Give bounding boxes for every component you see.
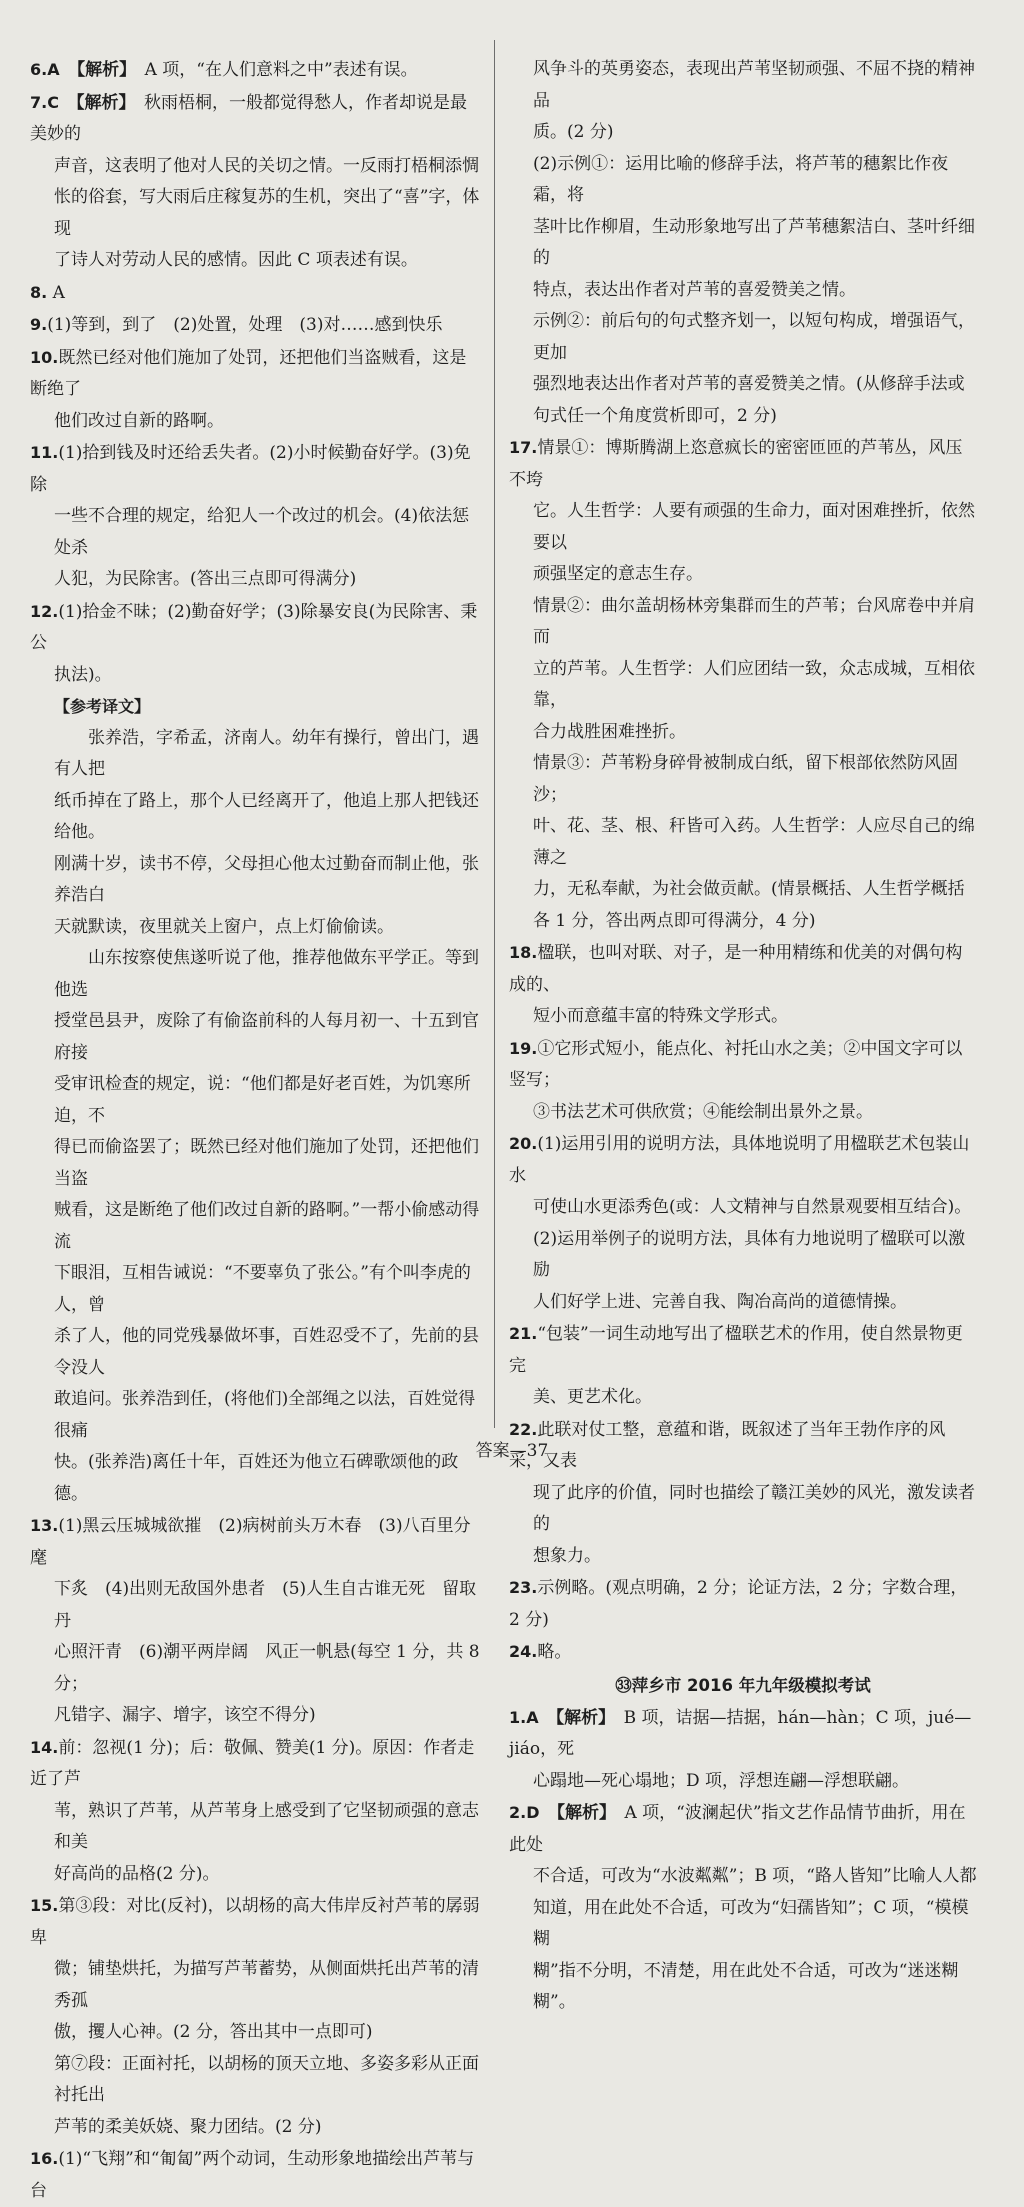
answer-11: 11.(1)拾到钱及时还给丢失者。(2)小时候勤奋好学。(3)免除 xyxy=(30,443,471,495)
answer-14-line: 苇，熟识了芦苇，从芦苇身上感受到了它坚韧顽强的意志和美 xyxy=(54,1800,479,1852)
answer-17-line: 顽强坚定的意志生存。 xyxy=(533,564,703,584)
answer-17-line: 情景②：曲尔盖胡杨林旁集群而生的芦苇；台风席卷中并肩而 xyxy=(533,595,975,647)
answer-20-line: 人们好学上进、完善自我、陶冶高尚的道德情操。 xyxy=(533,1291,907,1312)
exam-answer-2: 2.D 【解析】 A 项，“波澜起伏”指文艺作品情节曲折，用在此处 xyxy=(509,1803,966,1855)
answer-14: 14.前：忽视(1 分)；后：敬佩、赞美(1 分)。原因：作者走近了芦 xyxy=(30,1737,475,1789)
answer-15-line: 傲，攫人心神。(2 分，答出其中一点即可) xyxy=(54,2022,373,2042)
answer-13: 13.(1)黑云压城城欲摧 (2)病树前头万木春 (3)八百里分麾 xyxy=(30,1516,471,1568)
translation-line: 受审讯检查的规定，说：“他们都是好老百姓，为饥寒所迫，不 xyxy=(54,1074,471,1126)
translation-line: 刚满十岁，读书不停，父母担心他太过勤奋而制止他，张养浩白 xyxy=(54,853,479,905)
answer-10: 10.既然已经对他们施加了处罚，还把他们当盗贼看，这是断绝了 xyxy=(30,347,467,399)
answer-9: 9.(1)等到，到了 (2)处置，处理 (3)对……感到快乐 xyxy=(30,315,443,335)
answer-15-line: 微；铺垫烘托，为描写芦苇蓄势，从侧面烘托出芦苇的清秀孤 xyxy=(54,1959,479,2011)
answer-16-line: 质。(2 分) xyxy=(533,122,614,142)
answer-7-line: 怅的俗套，写大雨后庄稼复苏的生机，突出了“喜”字，体现 xyxy=(54,187,480,239)
answer-16-line: 句式任一个角度赏析即可，2 分) xyxy=(533,405,777,426)
answer-24: 24.略。 xyxy=(509,1642,572,1662)
answer-16-line: 茎叶比作柳眉，生动形象地写出了芦苇穗絮洁白、茎叶纤细的 xyxy=(533,216,975,268)
answer-17-line: 立的芦苇。人生哲学：人们应团结一致，众志成城，互相依靠， xyxy=(533,658,975,710)
translation-line: 下眼泪，互相告诫说：“不要辜负了张公。”有个叫李虎的人，曾 xyxy=(54,1263,471,1315)
answer-22: 22.此联对仗工整，意蕴和谐，既叙述了当年王勃作序的风采，又表 xyxy=(509,1419,946,1471)
answer-12: 12.(1)拾金不昧；(2)勤奋好学；(3)除暴安良(为民除害、秉公 xyxy=(30,601,478,653)
answer-23: 23.示例略。(观点明确，2 分；论证方法，2 分；字数合理，2 分) xyxy=(509,1578,968,1630)
translation-line: 天就默读，夜里就关上窗户，点上灯偷偷读。 xyxy=(54,916,394,937)
answer-14-line: 好高尚的品格(2 分)。 xyxy=(54,1863,220,1884)
answer-20-line: 可使山水更添秀色(或：人文精神与自然景观要相互结合)。 xyxy=(533,1197,972,1217)
answer-18: 18.楹联，也叫对联、对子，是一种用精练和优美的对偶句构成的、 xyxy=(509,943,963,995)
answer-16: 16.(1)“飞翔”和“匍匐”两个动词，生动形象地描绘出芦苇与台 xyxy=(30,2149,475,2201)
answer-20-line: (2)运用举例子的说明方法，具体有力地说明了楹联可以激励 xyxy=(533,1228,966,1280)
answer-20: 20.(1)运用引用的说明方法，具体地说明了用楹联艺术包装山水 xyxy=(509,1134,970,1186)
answer-22-line: 现了此序的价值，同时也描绘了赣江美妙的风光，激发读者的 xyxy=(533,1482,975,1534)
answer-19: 19.①它形式短小，能点化、衬托山水之美；②中国文字可以竖写； xyxy=(509,1038,963,1090)
reference-translation-heading: 【参考译文】 xyxy=(54,697,151,716)
answer-11-line: 人犯，为民除害。(答出三点即可得满分) xyxy=(54,569,357,589)
left-column xyxy=(30,54,482,2207)
answer-18-line: 短小而意蕴丰富的特殊文学形式。 xyxy=(533,1006,788,1026)
answer-7: 7.C 【解析】 秋雨梧桐，一般都觉得愁人，作者却说是最美妙的 xyxy=(30,92,467,144)
answer-19-line: ③书法艺术可供欣赏；④能绘制出景外之景。 xyxy=(533,1101,873,1122)
answer-15: 15.第③段：对比(反衬)，以胡杨的高大伟岸反衬芦苇的孱弱卑 xyxy=(30,1896,480,1948)
answer-13-line: 心照汗青 (6)潮平两岸阔 风正一帆悬(每空 1 分，共 8 分； xyxy=(54,1642,480,1694)
answer-13-line: 凡错字、漏字、增字，该空不得分) xyxy=(54,1705,316,1725)
exam-answer-2-line: 糊”。 xyxy=(533,1992,576,2012)
answer-12-line: 执法)。 xyxy=(54,664,112,685)
answer-16-line: 强烈地表达出作者对芦苇的喜爱赞美之情。(从修辞手法或 xyxy=(533,374,965,394)
translation-line: 快。(张养浩)离任十年，百姓还为他立石碑歌颂他的政德。 xyxy=(54,1452,459,1504)
right-column xyxy=(509,54,977,2019)
exam-answer-2-line: 糊”指不分明，不清楚，用在此处不合适，可改为“迷迷糊 xyxy=(533,1960,959,1981)
answer-15-line: 芦苇的柔美妖娆、聚力团结。(2 分) xyxy=(54,2116,322,2137)
column-divider xyxy=(494,40,495,1428)
answer-17-line: 力，无私奉献，为社会做贡献。(情景概括、人生哲学概括 xyxy=(533,879,965,899)
translation-line: 敢追问。张养浩到任，(将他们)全部绳之以法，百姓觉得很痛 xyxy=(54,1389,476,1441)
answer-10-line: 他们改过自新的路啊。 xyxy=(54,410,224,431)
exam-section-title: ㉝萍乡市 2016 年九年级模拟考试 xyxy=(615,1675,871,1695)
answer-16-line: 特点，表达出作者对芦苇的喜爱赞美之情。 xyxy=(533,279,856,300)
exam-answer-2-line: 知道，用在此处不合适，可改为“妇孺皆知”；C 项，“模模糊 xyxy=(533,1897,969,1949)
answer-17-line: 各 1 分，答出两点即可得满分，4 分) xyxy=(533,910,816,931)
answer-22-line: 想象力。 xyxy=(533,1545,601,1566)
translation-line: 山东按察使焦遂听说了他，推荐他做东平学正。等到他选 xyxy=(54,948,479,1000)
translation-line: 张养浩，字希孟，济南人。幼年有操行，曾出门，遇有人把 xyxy=(54,727,479,779)
answer-11-line: 一些不合理的规定，给犯人一个改过的机会。(4)依法惩处杀 xyxy=(54,506,470,558)
answer-21-line: 美、更艺术化。 xyxy=(533,1387,652,1407)
answer-6: 6.A 【解析】 A 项，“在人们意料之中”表述有误。 xyxy=(30,60,418,80)
answer-7-line: 了诗人对劳动人民的感情。因此 C 项表述有误。 xyxy=(54,250,418,270)
answer-16-line: (2)示例①：运用比喻的修辞手法，将芦苇的穗絮比作夜霜，将 xyxy=(533,153,949,205)
answer-17-line: 合力战胜困难挫折。 xyxy=(533,721,686,742)
translation-line: 纸币掉在了路上，那个人已经离开了，他追上那人把钱还给他。 xyxy=(54,790,479,842)
exam-answer-2-line: 不合适，可改为“水波粼粼”；B 项，“路人皆知”比喻人人都 xyxy=(533,1866,977,1886)
exam-answer-1: 1.A 【解析】 B 项，诘据—拮据，hán—hàn；C 项，jué—jiáo，死 xyxy=(509,1707,972,1759)
answer-7-line: 声音，这表明了他对人民的关切之情。一反雨打梧桐添惆 xyxy=(54,155,479,176)
answer-15-line: 第⑦段：正面衬托，以胡杨的顶天立地、多姿多彩从正面衬托出 xyxy=(54,2053,479,2105)
answer-17-line: 情景③：芦苇粉身碎骨被制成白纸，留下根部依然防风固沙； xyxy=(533,753,958,805)
answer-16-line: 示例②：前后句的句式整齐划一，以短句构成，增强语气，更加 xyxy=(533,311,975,363)
answer-16-line: 风争斗的英勇姿态，表现出芦苇坚韧顽强、不屈不挠的精神品 xyxy=(533,59,975,111)
translation-line: 贼看，这是断绝了他们改过自新的路啊。”一帮小偷感动得流 xyxy=(54,1200,480,1252)
answer-13-line: 下炙 (4)出则无敌国外患者 (5)人生自古谁无死 留取丹 xyxy=(54,1579,477,1631)
answer-17-line: 叶、花、茎、根、秆皆可入药。人生哲学：人应尽自己的绵薄之 xyxy=(533,816,975,868)
answer-8: 8. A xyxy=(30,282,65,303)
answer-17: 17.情景①：博斯腾湖上恣意疯长的密密匝匝的芦苇丛，风压不垮 xyxy=(509,438,963,490)
translation-line: 得已而偷盗罢了；既然已经对他们施加了处罚，还把他们当盗 xyxy=(54,1137,479,1189)
answer-21: 21.“包装”一词生动地写出了楹联艺术的作用，使自然景物更完 xyxy=(509,1324,963,1376)
answer-17-line: 它。人生哲学：人要有顽强的生命力，面对困难挫折，依然要以 xyxy=(533,501,975,553)
exam-answer-1-line: 心蹋地—死心塌地；D 项，浮想连翩—浮想联翩。 xyxy=(533,1770,910,1791)
translation-line: 授堂邑县尹，废除了有偷盗前科的人每月初一、十五到官府接 xyxy=(54,1011,479,1063)
page-footer: 答案—37 xyxy=(475,1441,549,1461)
translation-line: 杀了人，他的同党残暴做坏事，百姓忍受不了，先前的县令没人 xyxy=(54,1326,479,1378)
